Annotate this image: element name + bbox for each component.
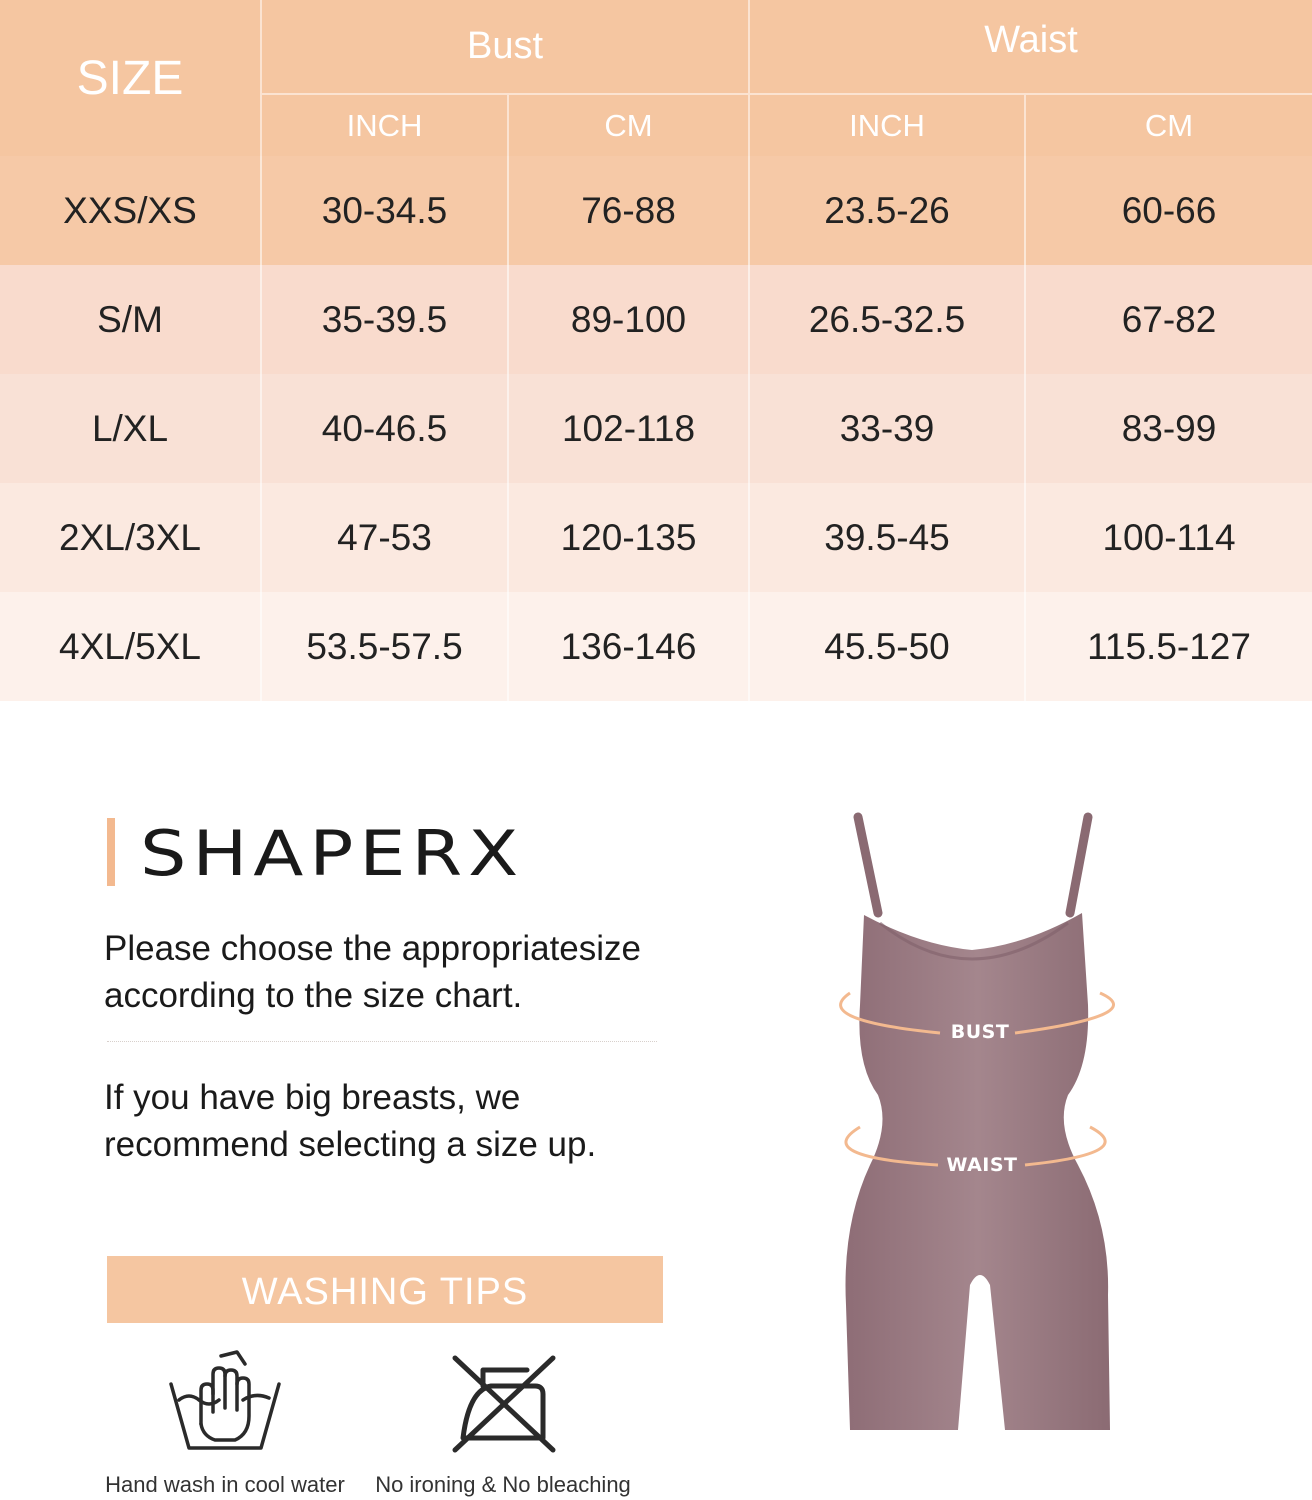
size-chart-table — [0, 0, 1312, 701]
bust-inch-header: INCH — [261, 94, 508, 156]
waist-inch-cell: 26.5-32.5 — [749, 265, 1025, 374]
waist-cm-cell: 83-99 — [1025, 374, 1312, 483]
bust-inch-cell: 53.5-57.5 — [261, 592, 508, 701]
waist-cm-cell: 115.5-127 — [1025, 592, 1312, 701]
bust-cm-cell: 76-88 — [508, 156, 749, 265]
bust-cm-header: CM — [508, 94, 749, 156]
bust-group-header — [261, 0, 749, 94]
table-row — [0, 374, 1312, 483]
divider — [107, 1041, 657, 1042]
waist-inch-cell: 39.5-45 — [749, 483, 1025, 592]
size-advice-text: Please choose the appropriatesize according to the size chart. — [104, 929, 642, 1015]
bust-cm-cell: 89-100 — [508, 265, 749, 374]
hand-wash-icon — [105, 1350, 345, 1454]
table-row — [0, 592, 1312, 701]
no-ironing-caption: No ironing & No bleaching — [375, 1472, 631, 1497]
bodysuit-illustration — [820, 805, 1130, 1435]
size-cell: S/M — [0, 265, 261, 374]
no-ironing-icon — [372, 1350, 634, 1454]
table-row — [0, 265, 1312, 374]
hand-wash-caption: Hand wash in cool water — [105, 1472, 345, 1497]
bust-cm-cell: 136-146 — [508, 592, 749, 701]
brand-accent-bar — [107, 818, 115, 886]
waist-inch-cell: 23.5-26 — [749, 156, 1025, 265]
care-item-no-ironing — [372, 1350, 634, 1498]
bust-group-label: Bust — [466, 25, 544, 67]
waist-inch-header: INCH — [749, 94, 1025, 156]
bust-inch-cell: 40-46.5 — [261, 374, 508, 483]
bust-inch-cell: 47-53 — [261, 483, 508, 592]
size-cell: 2XL/3XL — [0, 483, 261, 592]
bust-cm-cell: 102-118 — [508, 374, 749, 483]
bust-label: BUST — [950, 1021, 1010, 1043]
waist-cm-cell: 60-66 — [1025, 156, 1312, 265]
waist-cm-cell: 67-82 — [1025, 265, 1312, 374]
waist-cm-cell: 100-114 — [1025, 483, 1312, 592]
waist-label: WAIST — [946, 1154, 1018, 1176]
waist-inch-cell: 33-39 — [749, 374, 1025, 483]
waist-inch-cell: 45.5-50 — [749, 592, 1025, 701]
waist-group-label: Waist — [984, 19, 1078, 61]
waist-group-header — [749, 0, 1312, 94]
care-item-hand-wash — [105, 1350, 345, 1498]
brand-logo: SHAPERX — [140, 817, 525, 890]
waist-cm-header: CM — [1025, 94, 1312, 156]
table-row — [0, 483, 1312, 592]
washing-tips-title: WASHING TIPS — [107, 1256, 663, 1323]
left-strap — [858, 817, 878, 913]
bust-inch-cell: 30-34.5 — [261, 156, 508, 265]
size-cell: 4XL/5XL — [0, 592, 261, 701]
right-strap — [1070, 817, 1088, 913]
size-cell: L/XL — [0, 374, 261, 483]
bust-inch-cell: 35-39.5 — [261, 265, 508, 374]
table-row — [0, 156, 1312, 265]
size-up-advice-text: If you have big breasts, we recommend selecting a size up. — [104, 1078, 597, 1164]
size-column-header: SIZE — [0, 0, 261, 156]
size-cell: XXS/XS — [0, 156, 261, 265]
bust-cm-cell: 120-135 — [508, 483, 749, 592]
